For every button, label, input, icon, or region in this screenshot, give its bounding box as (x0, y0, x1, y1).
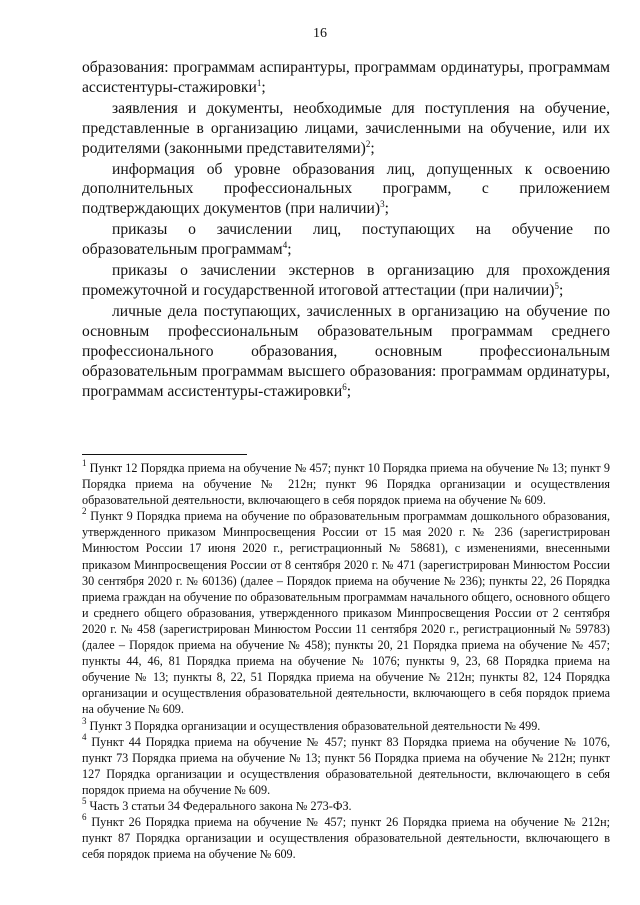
footnote (82, 731, 610, 798)
footnote (82, 814, 610, 862)
footnote-number: 4 (82, 731, 87, 742)
paragraph-text: личные дела поступающих, зачисленных в организацию на обучение по основным профессиональным образовательным программам среднего профессионального образования, основным профессиональным образовательным программам высшего образования: программам ординатуры, программам ассистентуры-стажировки (82, 302, 610, 400)
footnote-number: 1 (82, 458, 87, 468)
paragraph-tail: ; (346, 382, 352, 400)
footnote (82, 795, 610, 814)
footnote-text: Часть 3 статьи 34 Федерального закона № 273-ФЗ. (86, 798, 352, 813)
footnote-text: Пункт 44 Порядка приема на обучение № 457; пункт 83 Порядка приема на обучение № 1076, пункт 73 Порядка приема на обучение № 13; пункт 56 Порядка приема на обучение № 212н; пункт 127 Порядка организации и осуществления образовательной деятельности, включающего в себя порядок приема на обучение № 609. (82, 734, 610, 797)
footnote-text: Пункт 12 Порядка приема на обучение № 457; пункт 10 Порядка приема на обучение № 13; пункт 9 Порядка приема на обучение № 212н; пункт 96 Порядка организации и осуществления образовательной деятельности, включающего в себя порядок приема на обучение № 609. (82, 461, 610, 508)
paragraph-text: заявления и документы, необходимые для поступления на обучение, представленные в организацию лицами, зачисленными на обучение, или их родителями (законными представителями) (82, 99, 610, 157)
footnote-ref: 6 (342, 381, 347, 392)
paragraph-text: приказы о зачислении лиц, поступающих на обучение по образовательным программам (82, 221, 610, 259)
paragraph-tail: ; (384, 200, 389, 218)
footnote-ref: 4 (282, 240, 288, 251)
footnote-ref: 2 (365, 138, 371, 149)
paragraph (82, 302, 610, 402)
footnote-ref: 3 (380, 199, 385, 210)
footnote-number: 3 (82, 715, 87, 726)
footnotes (82, 460, 610, 862)
footnote-text: Пункт 9 Порядка приема на обучение по образовательным программам дошкольного образования, утвержденного приказом Минпросвещения России от 15 мая 2020 г. № 236 (зарегистрирован Минюстом России 17 июня 2020 г., регистрационный № 58681), с изменениями, внесенными приказом Минпросвещения России от 8 сентября 2020 г. № 471 (зарегистрирован Минюстом России 30 сентября 2020 г. № 60136) (далее – Порядок приема на обучение № 236); пункты 22, 26 Порядка приема граждан на обучение по образовательным программам начального общего, основного общего и среднего общего образования, утвержденного приказом Минпросвещения России от 2 сентября 2020 г. № 458 (зарегистрирован Минюстом России 11 сентября 2020 г., регистрационный № 59783) (далее – Порядок приема на обучение № 458); пункты 20, 21 Порядка приема на обучение № 457; пункты 44, 46, 81 Порядка приема на обучение № 1076; пункты 9, 23, 68 Порядка приема на обучение № 13; пункты 8, 22, 51 Порядка приема на обучение № 212н; пункты 82, 124 Порядка организации и осуществления образовательной деятельности, включающего в себя порядок приема на обучение № 609. (82, 509, 610, 717)
footnote (82, 508, 610, 717)
footnote-number: 5 (82, 795, 87, 806)
main-text (82, 58, 610, 401)
footnote (82, 715, 610, 734)
paragraph-text: информация об уровне образования лиц, допущенных к освоению дополнительных профессиональных программ, с приложением подтверждающих документов (при наличии) (82, 160, 610, 218)
paragraph-tail: ; (370, 139, 375, 157)
paragraph-text: приказы о зачислении экстернов в организацию для прохождения промежуточной и государственной итоговой аттестации (при наличии) (82, 262, 610, 299)
paragraph-tail: ; (261, 78, 266, 96)
paragraph (82, 58, 610, 98)
footnote-ref: 1 (256, 77, 262, 88)
page-number: 16 (313, 26, 327, 41)
footnote-text: Пункт 3 Порядка организации и осуществления образовательной деятельности № 499. (86, 718, 541, 733)
paragraph (82, 99, 610, 159)
footnote-number: 6 (82, 812, 87, 823)
paragraph (82, 160, 610, 220)
paragraph-text: образования: программам аспирантуры, программам ординатуры, программам ассистентуры-стажировки (82, 59, 610, 96)
footnote-text: Пункт 26 Порядка приема на обучение № 457; пункт 26 Порядка приема на обучение № 212н; пункт 87 Порядка организации и осуществления образовательной деятельности, включающего в себя порядок приема на обучение № 609. (82, 815, 610, 862)
footnote (82, 460, 610, 508)
footnote-divider (82, 454, 247, 455)
paragraph (82, 220, 610, 260)
footnote-ref: 5 (554, 280, 559, 291)
paragraph-tail: ; (287, 241, 292, 259)
paragraph (82, 261, 610, 301)
footnote-number: 2 (82, 506, 87, 517)
paragraph-tail: ; (558, 281, 564, 299)
